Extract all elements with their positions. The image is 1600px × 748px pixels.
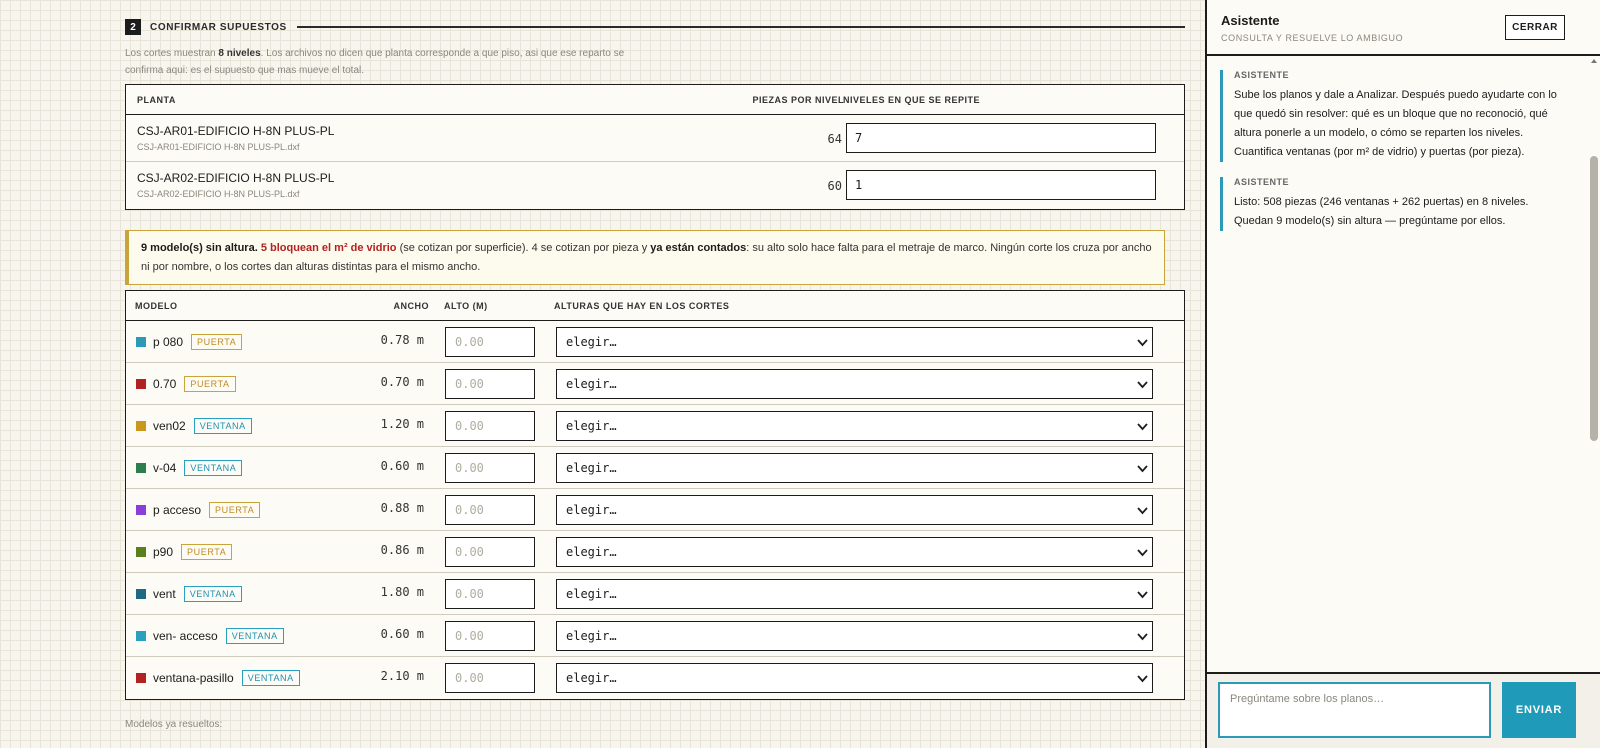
message-author: ASISTENTE <box>1234 70 1290 80</box>
chevron-down-icon <box>1137 590 1148 599</box>
step-title: CONFIRMAR SUPUESTOS <box>150 21 287 33</box>
tipo-badge: PUERTA <box>209 502 260 518</box>
scroll-up-icon[interactable] <box>1591 59 1597 63</box>
alto-input[interactable]: 0.00 <box>445 537 535 567</box>
chevron-down-icon <box>1137 674 1148 683</box>
resolved-models-label: Modelos ya resueltos: <box>125 719 223 730</box>
chevron-down-icon <box>1137 632 1148 641</box>
message-text: Sube los planos y dale a Analizar. Después puedo ayudarte con lo que quedó sin resolver: qué es un bloque que no reconoció, qué altura ponerle a un modelo, o cómo se reparten los niveles. Cuantifica ventanas (por m² de vidrio) y puertas (por pieza). <box>1234 89 1557 158</box>
modelo-ancho: 0.60 m <box>380 627 424 641</box>
step-intro: Los cortes muestran 8 niveles. Los archivos no dicen que planta corresponde a que piso, asi que ese reparto se confirma aqui: es el supuesto que mas mueve el total. <box>125 48 625 76</box>
alto-input[interactable]: 0.00 <box>445 411 535 441</box>
main-content <box>125 0 1185 748</box>
modelo-name: ven02 VENTANA <box>153 418 252 434</box>
modelo-row <box>126 447 1184 489</box>
step-divider <box>297 26 1185 28</box>
message-author: ASISTENTE <box>1234 177 1290 187</box>
modelos-table-header <box>126 291 1184 321</box>
chevron-down-icon <box>1137 338 1148 347</box>
chevron-down-icon <box>1137 506 1148 515</box>
modelo-name: vent VENTANA <box>153 586 242 602</box>
warning-banner: 9 modelo(s) sin altura. 5 bloquean el m² de vidrio (se cotizan por superficie). 4 se cotizan por pieza y ya están contados: su alto solo hace falta para el metraje de marco. Ningún corte los cruza por ancho ni por nombre, o los cortes dan alturas distintas para el mismo ancho. <box>125 230 1165 285</box>
modelo-ancho: 2.10 m <box>380 669 424 683</box>
assistant-message <box>1220 177 1565 231</box>
assistant-panel <box>1205 0 1600 748</box>
assistant-subtitle: CONSULTA Y RESUELVE LO AMBIGUO <box>1221 33 1404 43</box>
col-niveles: NIVELES EN QUE SE REPITE <box>843 95 981 105</box>
col-piezas-por-nivel: PIEZAS POR NIVEL <box>752 95 844 105</box>
alto-input[interactable]: 0.00 <box>445 495 535 525</box>
step-number: 2 <box>125 19 141 35</box>
piezas-por-nivel: 64 <box>827 132 842 146</box>
alturas-select[interactable]: elegir… <box>556 369 1153 399</box>
assistant-title: Asistente <box>1221 13 1280 28</box>
color-swatch <box>136 673 146 683</box>
modelo-row <box>126 321 1184 363</box>
modelo-row <box>126 573 1184 615</box>
modelo-name: p acceso PUERTA <box>153 502 260 518</box>
alto-input[interactable]: 0.00 <box>445 369 535 399</box>
chevron-down-icon <box>1137 422 1148 431</box>
planta-file: CSJ-AR01-EDIFICIO H-8N PLUS-PL.dxf <box>137 142 300 152</box>
tipo-badge: VENTANA <box>184 460 242 476</box>
scrollbar-thumb[interactable] <box>1590 156 1598 441</box>
modelo-name: p90 PUERTA <box>153 544 232 560</box>
tipo-badge: VENTANA <box>242 670 300 686</box>
modelo-name: p 080 PUERTA <box>153 334 242 350</box>
alto-input[interactable]: 0.00 <box>445 663 535 693</box>
niveles-input[interactable]: 1 <box>846 170 1156 200</box>
col-modelo: MODELO <box>135 301 178 311</box>
color-swatch <box>136 421 146 431</box>
modelo-name: 0.70 PUERTA <box>153 376 236 392</box>
message-text: Listo: 508 piezas (246 ventanas + 262 puertas) en 8 niveles. Quedan 9 modelo(s) sin altura — pregúntame por ellos. <box>1234 196 1529 227</box>
color-swatch <box>136 337 146 347</box>
col-ancho: ANCHO <box>393 301 429 311</box>
planta-name: CSJ-AR02-EDIFICIO H-8N PLUS-PL <box>137 171 335 185</box>
tipo-badge: VENTANA <box>194 418 252 434</box>
planta-row <box>126 115 1184 162</box>
assistant-header <box>1207 0 1600 56</box>
alturas-select[interactable]: elegir… <box>556 495 1153 525</box>
modelo-ancho: 0.70 m <box>380 375 424 389</box>
plantas-table <box>125 84 1185 210</box>
niveles-input[interactable]: 7 <box>846 123 1156 153</box>
color-swatch <box>136 547 146 557</box>
alto-input[interactable]: 0.00 <box>445 579 535 609</box>
modelo-name: ven- acceso VENTANA <box>153 628 284 644</box>
col-planta: PLANTA <box>137 95 176 105</box>
modelo-row <box>126 615 1184 657</box>
tipo-badge: PUERTA <box>184 376 235 392</box>
modelo-ancho: 1.80 m <box>380 585 424 599</box>
col-alto: ALTO (M) <box>444 301 488 311</box>
tipo-badge: VENTANA <box>184 586 242 602</box>
planta-row <box>126 162 1184 209</box>
piezas-por-nivel: 60 <box>827 179 842 193</box>
modelo-row <box>126 405 1184 447</box>
alto-input[interactable]: 0.00 <box>445 621 535 651</box>
alto-input[interactable]: 0.00 <box>445 453 535 483</box>
modelos-table <box>125 290 1185 700</box>
modelo-ancho: 0.78 m <box>380 333 424 347</box>
modelo-ancho: 0.86 m <box>380 543 424 557</box>
modelo-row <box>126 531 1184 573</box>
color-swatch <box>136 589 146 599</box>
alto-input[interactable]: 0.00 <box>445 327 535 357</box>
chevron-down-icon <box>1137 464 1148 473</box>
color-swatch <box>136 379 146 389</box>
tipo-badge: PUERTA <box>191 334 242 350</box>
alturas-select[interactable]: elegir… <box>556 327 1153 357</box>
modelo-ancho: 0.88 m <box>380 501 424 515</box>
plantas-table-header <box>126 85 1184 115</box>
assistant-message <box>1220 70 1565 162</box>
modelo-name: v-04 VENTANA <box>153 460 242 476</box>
planta-name: CSJ-AR01-EDIFICIO H-8N PLUS-PL <box>137 124 335 138</box>
chevron-down-icon <box>1137 548 1148 557</box>
chevron-down-icon <box>1137 380 1148 389</box>
step-header <box>125 19 1185 35</box>
alturas-select[interactable]: elegir… <box>556 411 1153 441</box>
alturas-select[interactable]: elegir… <box>556 621 1153 651</box>
col-alturas: ALTURAS QUE HAY EN LOS CORTES <box>554 301 730 311</box>
color-swatch <box>136 631 146 641</box>
alturas-select[interactable]: elegir… <box>556 537 1153 567</box>
chat-composer <box>1207 672 1600 748</box>
alturas-select[interactable]: elegir… <box>556 663 1153 693</box>
chat-scrollbar[interactable] <box>1588 56 1600 748</box>
planta-file: CSJ-AR02-EDIFICIO H-8N PLUS-PL.dxf <box>137 189 300 199</box>
send-button[interactable]: ENVIAR <box>1502 682 1576 738</box>
color-swatch <box>136 505 146 515</box>
modelo-row <box>126 363 1184 405</box>
modelo-row <box>126 489 1184 531</box>
alturas-select[interactable]: elegir… <box>556 453 1153 483</box>
tipo-badge: VENTANA <box>226 628 284 644</box>
modelo-name: ventana-pasillo VENTANA <box>153 670 300 686</box>
tipo-badge: PUERTA <box>181 544 232 560</box>
close-button[interactable]: CERRAR <box>1505 15 1565 40</box>
chat-input[interactable]: Pregúntame sobre los planos… <box>1218 682 1491 738</box>
modelo-ancho: 0.60 m <box>380 459 424 473</box>
modelo-ancho: 1.20 m <box>380 417 424 431</box>
modelo-row <box>126 657 1184 699</box>
color-swatch <box>136 463 146 473</box>
alturas-select[interactable]: elegir… <box>556 579 1153 609</box>
